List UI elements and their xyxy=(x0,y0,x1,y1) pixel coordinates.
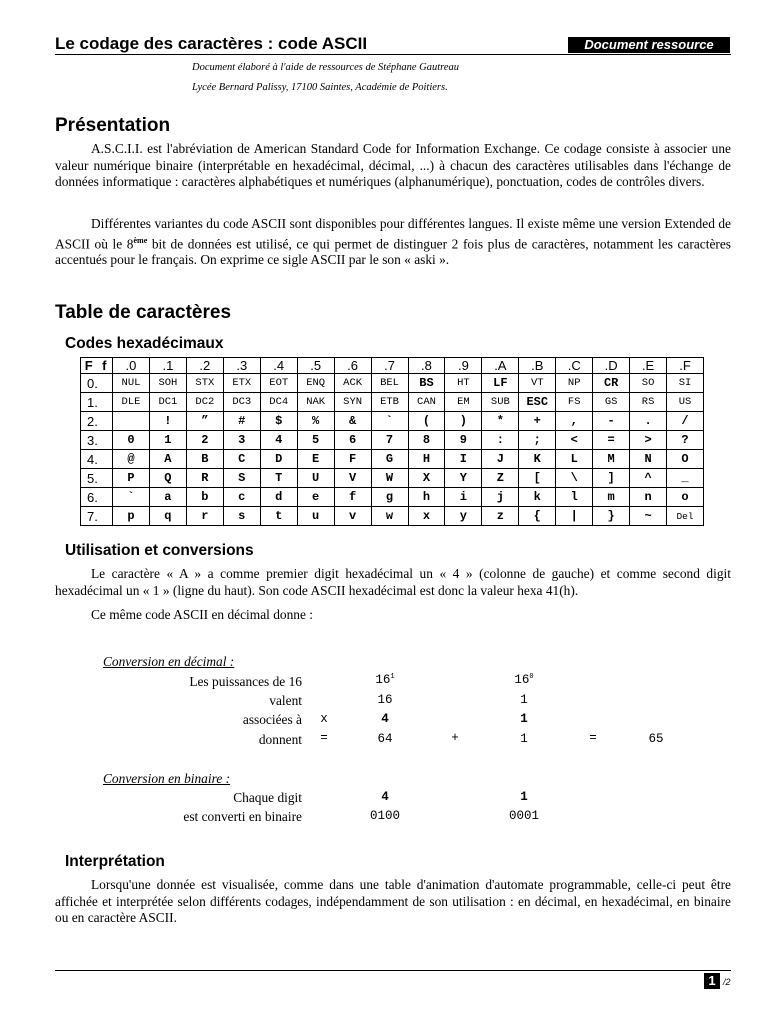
ascii-cell: ENQ xyxy=(297,374,334,393)
ascii-cell: y xyxy=(445,507,482,526)
ascii-cell: J xyxy=(482,450,519,469)
credit-line-1: Document élaboré à l'aide de ressources de Stéphane Gautreau xyxy=(192,62,460,73)
ascii-cell: CAN xyxy=(408,393,445,412)
ascii-cell: ; xyxy=(519,431,556,450)
presentation-paragraph-2: Différentes variantes du code ASCII sont disponibles pour différentes langues. Il existe même une version Extended de ASCII où le 8ème bit de données est utilisé, ce qui permet de distinguer 2 fois plus de caractères, notamment les caractères accentués pour le français. On exprime ce sigle ASCII par le son « aski ». xyxy=(55,216,732,268)
ascii-cell: w xyxy=(371,507,408,526)
row-header: 1. xyxy=(81,393,113,412)
ascii-table-header-row xyxy=(81,358,704,374)
ascii-cell: X xyxy=(408,469,445,488)
decimal-conversion-title: Conversion en décimal : xyxy=(103,654,235,669)
ascii-cell: v xyxy=(334,507,371,526)
subheading-interpretation: Interprétation xyxy=(65,853,165,870)
ascii-cell: ? xyxy=(667,431,704,450)
table-row xyxy=(81,450,704,469)
ascii-cell: < xyxy=(556,431,593,450)
ascii-cell: ACK xyxy=(334,374,371,393)
row-header: 5. xyxy=(81,469,113,488)
ascii-cell: n xyxy=(630,488,667,507)
row-header: 2. xyxy=(81,412,113,431)
ascii-cell: 1 xyxy=(149,431,186,450)
equals-sign-2: = xyxy=(589,731,597,745)
interpretation-paragraph: Lorsqu'une donnée est visualisée, comme dans une table d'animation d'automate programmable, celle-ci peut être affichée et interprétée selon différents codages, indépendamment de son utilisation : en décimal, en hexadécimal, en binaire ou en caractère ASCII. xyxy=(55,877,731,925)
ascii-cell xyxy=(113,412,150,431)
ascii-cell: SI xyxy=(667,374,704,393)
corner-label-low: f xyxy=(102,358,107,373)
ascii-cell: # xyxy=(223,412,260,431)
ascii-cell: q xyxy=(149,507,186,526)
usage-paragraph-1: Le caractère « A » a comme premier digit hexadécimal un « 4 » (colonne de gauche) et comme second digit hexadécimal un « 1 » (ligne du haut). Son code ASCII hexadécimal est donc la valeur hexa 41(h). xyxy=(55,566,731,598)
ascii-cell: e xyxy=(297,488,334,507)
ascii-cell: - xyxy=(593,412,630,431)
ascii-cell: } xyxy=(593,507,630,526)
ascii-cell: ( xyxy=(408,412,445,431)
ascii-cell: ! xyxy=(149,412,186,431)
document-title: Le codage des caractères : code ASCII xyxy=(55,34,368,53)
page-total: /2 xyxy=(723,977,731,987)
hex-digit-low: 1 xyxy=(520,712,528,726)
column-header: .4 xyxy=(260,358,297,374)
ascii-cell: V xyxy=(334,469,371,488)
ascii-cell: 5 xyxy=(297,431,334,450)
ascii-cell: ETB xyxy=(371,393,408,412)
ascii-cell: LF xyxy=(482,374,519,393)
column-header: .A xyxy=(482,358,519,374)
ascii-cell: N xyxy=(630,450,667,469)
ascii-cell: E xyxy=(297,450,334,469)
table-row xyxy=(81,488,704,507)
section-heading-presentation: Présentation xyxy=(55,115,171,136)
column-header: .D xyxy=(593,358,630,374)
page-number: 1 xyxy=(704,973,720,989)
ascii-cell: CR xyxy=(593,374,630,393)
label-converti: est converti en binaire xyxy=(183,809,302,824)
ascii-cell: o xyxy=(667,488,704,507)
value-1: 1 xyxy=(520,693,528,707)
ascii-cell: ` xyxy=(371,412,408,431)
ascii-cell: ETX xyxy=(223,374,260,393)
row-header: 3. xyxy=(81,431,113,450)
multiply-sign: x xyxy=(320,712,328,726)
table-row xyxy=(81,469,704,488)
ascii-cell: a xyxy=(149,488,186,507)
label-donnent: donnent xyxy=(258,732,302,747)
ascii-cell: S xyxy=(223,469,260,488)
ascii-cell: NAK xyxy=(297,393,334,412)
ascii-cell: EOT xyxy=(260,374,297,393)
power-16-0: $16^0$ xyxy=(514,673,534,688)
table-row xyxy=(81,431,704,450)
column-header: .E xyxy=(630,358,667,374)
ascii-cell: z xyxy=(482,507,519,526)
ascii-cell: SOH xyxy=(149,374,186,393)
label-chaque-digit: Chaque digit xyxy=(233,790,302,805)
ascii-cell: 2 xyxy=(186,431,223,450)
label-associees: associées à xyxy=(242,712,302,727)
column-header: .9 xyxy=(445,358,482,374)
ascii-cell: R xyxy=(186,469,223,488)
column-header: .8 xyxy=(408,358,445,374)
binary-0100: 0100 xyxy=(369,809,400,823)
header-divider xyxy=(55,54,731,55)
binary-conversion-title: Conversion en binaire : xyxy=(103,771,231,786)
power-16-1: $16^1$ xyxy=(375,673,395,688)
ascii-cell: + xyxy=(519,412,556,431)
subheading-usage: Utilisation et conversions xyxy=(65,542,254,559)
bin-digit-low: 1 xyxy=(520,790,528,804)
table-corner-cell xyxy=(81,358,113,374)
ascii-cell: A xyxy=(149,450,186,469)
binary-0001: 0001 xyxy=(508,809,539,823)
table-row xyxy=(81,412,704,431)
ascii-cell: % xyxy=(297,412,334,431)
ascii-cell: _ xyxy=(667,469,704,488)
ascii-cell: f xyxy=(334,488,371,507)
ascii-cell: [ xyxy=(519,469,556,488)
row-header: 0. xyxy=(81,374,113,393)
ascii-cell: | xyxy=(556,507,593,526)
ascii-cell: W xyxy=(371,469,408,488)
ascii-cell: RS xyxy=(630,393,667,412)
ascii-cell: Del xyxy=(667,507,704,526)
column-header: .5 xyxy=(297,358,334,374)
result-1: 1 xyxy=(520,732,528,746)
row-header: 7. xyxy=(81,507,113,526)
ascii-cell: I xyxy=(445,450,482,469)
row-header: 4. xyxy=(81,450,113,469)
ascii-cell: BS xyxy=(408,374,445,393)
value-16: 16 xyxy=(377,693,393,707)
ascii-cell: B xyxy=(186,450,223,469)
ascii-cell: ESC xyxy=(519,393,556,412)
column-header: .3 xyxy=(223,358,260,374)
ascii-cell: T xyxy=(260,469,297,488)
ascii-cell: p xyxy=(113,507,150,526)
ascii-cell: Q xyxy=(149,469,186,488)
ascii-cell: 3 xyxy=(223,431,260,450)
ascii-cell: SO xyxy=(630,374,667,393)
ascii-cell: @ xyxy=(113,450,150,469)
ascii-cell: EM xyxy=(445,393,482,412)
footer-divider xyxy=(55,970,731,971)
ascii-cell: F xyxy=(334,450,371,469)
ascii-cell: SYN xyxy=(334,393,371,412)
ascii-cell: l xyxy=(556,488,593,507)
ascii-cell: b xyxy=(186,488,223,507)
ascii-cell: c xyxy=(223,488,260,507)
column-header: .1 xyxy=(149,358,186,374)
ascii-cell: ~ xyxy=(630,507,667,526)
ascii-cell: g xyxy=(371,488,408,507)
ascii-cell: 6 xyxy=(334,431,371,450)
ascii-cell: 4 xyxy=(260,431,297,450)
ascii-cell: Y xyxy=(445,469,482,488)
ascii-cell: DLE xyxy=(113,393,150,412)
ascii-cell: DC2 xyxy=(186,393,223,412)
ascii-cell: DC3 xyxy=(223,393,260,412)
ascii-cell: BEL xyxy=(371,374,408,393)
label-valent: valent xyxy=(269,693,302,708)
ascii-cell: NUL xyxy=(113,374,150,393)
ascii-cell: & xyxy=(334,412,371,431)
ascii-cell: ` xyxy=(113,488,150,507)
ascii-cell: . xyxy=(630,412,667,431)
ascii-cell: H xyxy=(408,450,445,469)
ascii-cell: GS xyxy=(593,393,630,412)
ascii-cell: L xyxy=(556,450,593,469)
section-heading-table: Table de caractères xyxy=(55,302,232,323)
ascii-cell: 0 xyxy=(113,431,150,450)
ascii-cell: = xyxy=(593,431,630,450)
ascii-cell: * xyxy=(482,412,519,431)
result-total: 65 xyxy=(648,732,664,746)
ascii-cell: u xyxy=(297,507,334,526)
column-header: .C xyxy=(556,358,593,374)
ascii-cell: Z xyxy=(482,469,519,488)
ascii-cell: / xyxy=(667,412,704,431)
ascii-cell: ^ xyxy=(630,469,667,488)
label-powers-of-16: Les puissances de 16 xyxy=(189,674,302,689)
ascii-cell: 7 xyxy=(371,431,408,450)
ascii-cell: SUB xyxy=(482,393,519,412)
ascii-cell: DC4 xyxy=(260,393,297,412)
ascii-cell: G xyxy=(371,450,408,469)
plus-sign: + xyxy=(451,731,459,745)
equals-sign-1: = xyxy=(320,731,328,745)
row-header: 6. xyxy=(81,488,113,507)
hex-digit-high: 4 xyxy=(381,712,389,726)
ascii-cell: i xyxy=(445,488,482,507)
ascii-cell: r xyxy=(186,507,223,526)
ascii-cell: U xyxy=(297,469,334,488)
column-header: .7 xyxy=(371,358,408,374)
ascii-cell: , xyxy=(556,412,593,431)
ascii-cell: : xyxy=(482,431,519,450)
table-row xyxy=(81,374,704,393)
ascii-cell: > xyxy=(630,431,667,450)
ascii-cell: K xyxy=(519,450,556,469)
ascii-cell: k xyxy=(519,488,556,507)
ascii-cell: $ xyxy=(260,412,297,431)
ascii-cell: h xyxy=(408,488,445,507)
ascii-cell: \ xyxy=(556,469,593,488)
column-header: .F xyxy=(667,358,704,374)
ascii-cell: ) xyxy=(445,412,482,431)
ascii-cell: P xyxy=(113,469,150,488)
bin-digit-high: 4 xyxy=(381,790,389,804)
table-row xyxy=(81,507,704,526)
ascii-cell: M xyxy=(593,450,630,469)
ascii-cell: HT xyxy=(445,374,482,393)
ascii-cell: t xyxy=(260,507,297,526)
column-header: .B xyxy=(519,358,556,374)
ascii-cell: ] xyxy=(593,469,630,488)
ascii-cell: m xyxy=(593,488,630,507)
ascii-cell: O xyxy=(667,450,704,469)
presentation-paragraph-1: A.S.C.I.I. est l'abréviation de American Standard Code for Information Exchange. Ce codage consiste à associer une valeur numérique binaire (interprétable en hexadécimal, décimal, ...) à chacun des caractères utilisables dans l'échange de données informatique : caractères alphabétiques et numériques (alphanumérique), ponctuation, codes de contrôles divers. xyxy=(55,141,731,189)
result-64: 64 xyxy=(377,732,393,746)
ascii-cell: j xyxy=(482,488,519,507)
ascii-cell: 8 xyxy=(408,431,445,450)
ascii-cell: FS xyxy=(556,393,593,412)
ascii-cell: D xyxy=(260,450,297,469)
ascii-table xyxy=(80,357,704,526)
credit-line-2: Lycée Bernard Palissy, 17100 Saintes, Académie de Poitiers. xyxy=(192,82,448,93)
ascii-cell: s xyxy=(223,507,260,526)
ascii-cell: 9 xyxy=(445,431,482,450)
corner-label-high: F xyxy=(84,358,93,373)
table-row xyxy=(81,393,704,412)
ascii-cell: STX xyxy=(186,374,223,393)
subheading-hex-codes: Codes hexadécimaux xyxy=(65,335,224,352)
ascii-cell: { xyxy=(519,507,556,526)
ascii-cell: VT xyxy=(519,374,556,393)
ascii-cell: ” xyxy=(186,412,223,431)
ascii-cell: C xyxy=(223,450,260,469)
ascii-cell: DC1 xyxy=(149,393,186,412)
ascii-cell: d xyxy=(260,488,297,507)
document-type-badge: Document ressource xyxy=(568,37,730,53)
column-header: .2 xyxy=(186,358,223,374)
ascii-cell: US xyxy=(667,393,704,412)
ascii-cell: x xyxy=(408,507,445,526)
usage-paragraph-2: Ce même code ASCII en décimal donne : xyxy=(91,607,313,622)
column-header: .6 xyxy=(334,358,371,374)
column-header: .0 xyxy=(113,358,150,374)
ascii-cell: NP xyxy=(556,374,593,393)
